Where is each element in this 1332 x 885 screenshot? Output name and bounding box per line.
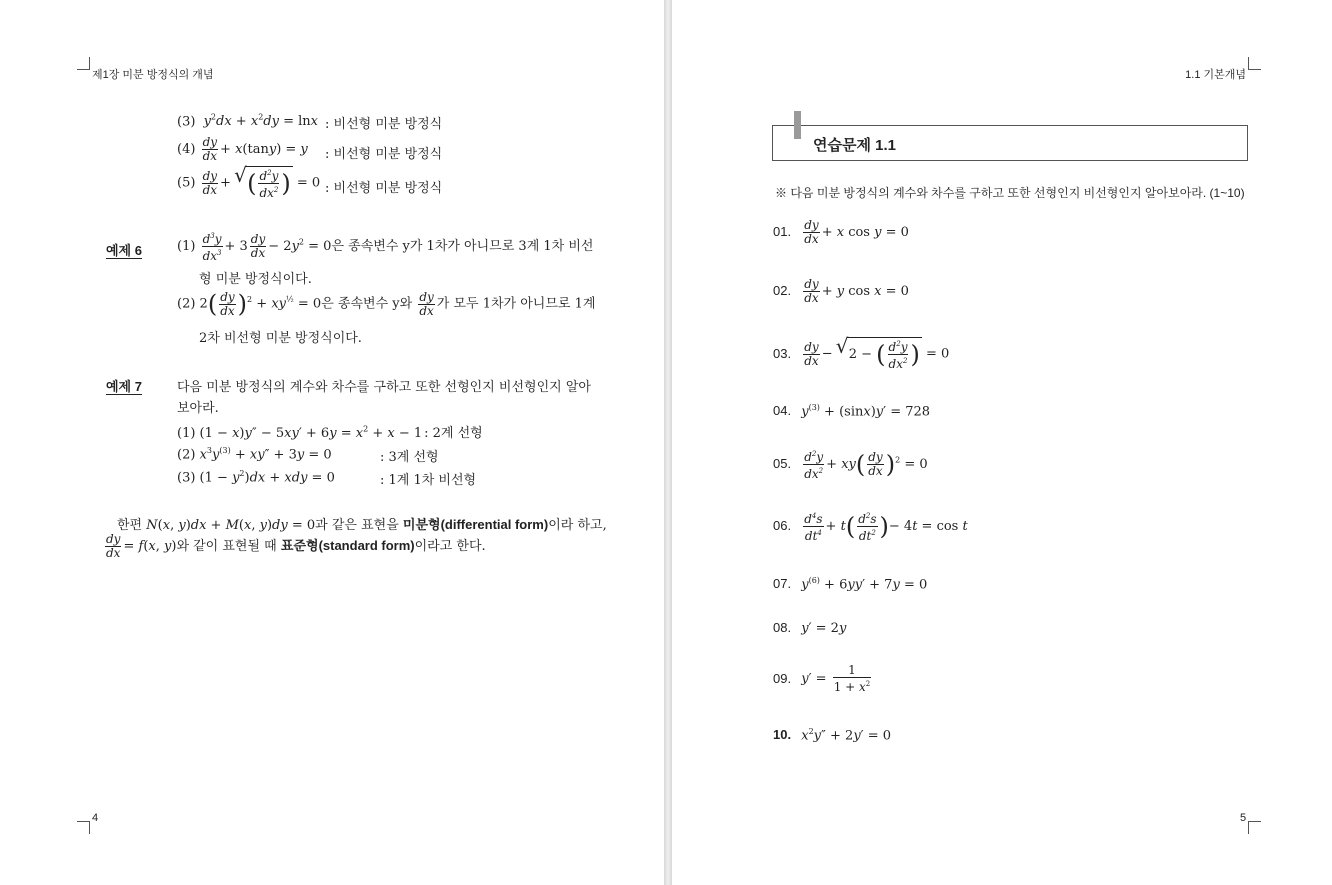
example-7-item-2: (2) $x^3y^{(3)} + xy'' + 3y = 0$ [177, 446, 332, 463]
right-page [672, 0, 1332, 885]
page-gutter [664, 0, 672, 885]
example-7-intro: 다음 미분 방정식의 계수와 차수를 구하고 또한 선형인지 비선형인지 알아 [177, 380, 591, 395]
example-7-label: 예제 7 [106, 379, 142, 394]
eq-item-5: (5) $\frac{dy}{dx}$ + √ ( $\frac{d^2y}{dx^2}$ ) = 0 [177, 166, 320, 200]
example-7-item-3: (3) $(1 - y^2)dx$ + xdy = 0 [177, 469, 335, 486]
example-7-intro-cont: 보아라. [177, 401, 219, 416]
example-6-item-2-cont: 2차 비선형 미분 방정식이다. [199, 331, 362, 346]
exercise-title: 연습문제 1.1 [813, 137, 896, 154]
example-7-item-2-result: : 3계 선형 [380, 450, 439, 465]
problem-10: 10. $x^2y'' + 2y' = 0$ [773, 727, 892, 744]
example-6-item-1-cont: 형 미분 방정식이다. [199, 272, 312, 287]
running-header-right: 1.1 기본개념 [1185, 69, 1246, 81]
term-standard-form: 표준형(standard form) [280, 538, 415, 553]
example-7-item-3-result: : 1계 1차 비선형 [380, 473, 477, 488]
example-6-label: 예제 6 [106, 243, 142, 258]
eq-item-5-result: : 비선형 미분 방정식 [325, 181, 443, 196]
running-header-left: 제1장 미분 방정식의 개념 [92, 69, 214, 81]
page-number-right: 5 [1240, 812, 1247, 824]
exercise-instruction: ※ 다음 미분 방정식의 계수와 차수를 구하고 또한 선형인지 비선형인지 알아보아라. (1~10) [775, 186, 1245, 200]
exercise-title-box [772, 125, 1248, 161]
crop-mark-top-right [1248, 57, 1261, 70]
eq-item-4-result: : 비선형 미분 방정식 [325, 147, 443, 162]
paragraph-line-1: 한편 N(x, y)dx + M(x, y)dy = 0과 같은 표현을 미분형(differential form)이라 하고, [117, 517, 607, 533]
problem-06: 06. $\frac{d^4s}{dt^4}$ + t( $\frac{d^2s}{dt^2}$ )− 4t = cos t [773, 512, 968, 543]
problem-07: 07. $y^{(6)} + 6yy' + 7y = 0$ [773, 576, 928, 593]
problem-05: 05. $\frac{d^2y}{dx^2}$ + xy( $\frac{dy}{dx}$ )$^2$ = 0 [773, 450, 928, 481]
crop-mark-bottom-right [1248, 821, 1261, 834]
eq-item-3-result: : 비선형 미분 방정식 [325, 117, 443, 132]
problem-04: 04. $y^{(3)} + (\sin x)y' = 728$ [773, 403, 931, 420]
problem-03: 03. $\frac{dy}{dx}$ − √ 2 − ( $\frac{d^2y}{dx^2}$ ) = 0 [773, 337, 949, 371]
box-tab-accent [794, 111, 801, 139]
left-page [0, 0, 664, 885]
example-7-item-1: (1) $(1 - x)y'' - 5xy' + 6y = x^2 + x - 1$ : 2계 선형 [177, 424, 483, 441]
problem-01: 01. $\frac{dy}{dx}$ + x cos y = 0 [773, 218, 909, 246]
page-number-left: 4 [92, 812, 99, 824]
term-differential-form: 미분형(differential form) [402, 517, 549, 532]
problem-02: 02. $\frac{dy}{dx}$ + y cos x = 0 [773, 277, 909, 305]
example-6-item-2: (2) 2( $\frac{dy}{dx}$ )$^2 + xy^{\frac{1}{2}} = 0$은 종속변수 y와 $\frac{dy}{dx}$ 가 모두 1차가 아니므로 1계 [177, 289, 596, 318]
eq-item-4: (4) $\frac{dy}{dx}$ + x(tany) = y [177, 135, 308, 163]
paragraph-line-2: $\frac{dy}{dx}$ = f(x, y)와 같이 표현될 때 표준형(standard form)이라고 한다. [106, 532, 486, 560]
crop-mark-bottom-left [77, 821, 90, 834]
problem-09: 09. y′ = $\frac{1}{1 + x^2}$ [773, 663, 871, 694]
eq-item-3: (3) $y^2dx + x^2dy = \ln x$ [177, 113, 318, 130]
problem-08: 08. y′ = 2y [773, 620, 847, 636]
example-6-item-1: (1) $\frac{d^3y}{dx^3}$ + 3 $\frac{dy}{dx}$ − $2y^2 = 0$은 종속변수 y가 1차가 아니므로 3계 1차 비선 [177, 232, 594, 263]
crop-mark-top-left [77, 57, 90, 70]
